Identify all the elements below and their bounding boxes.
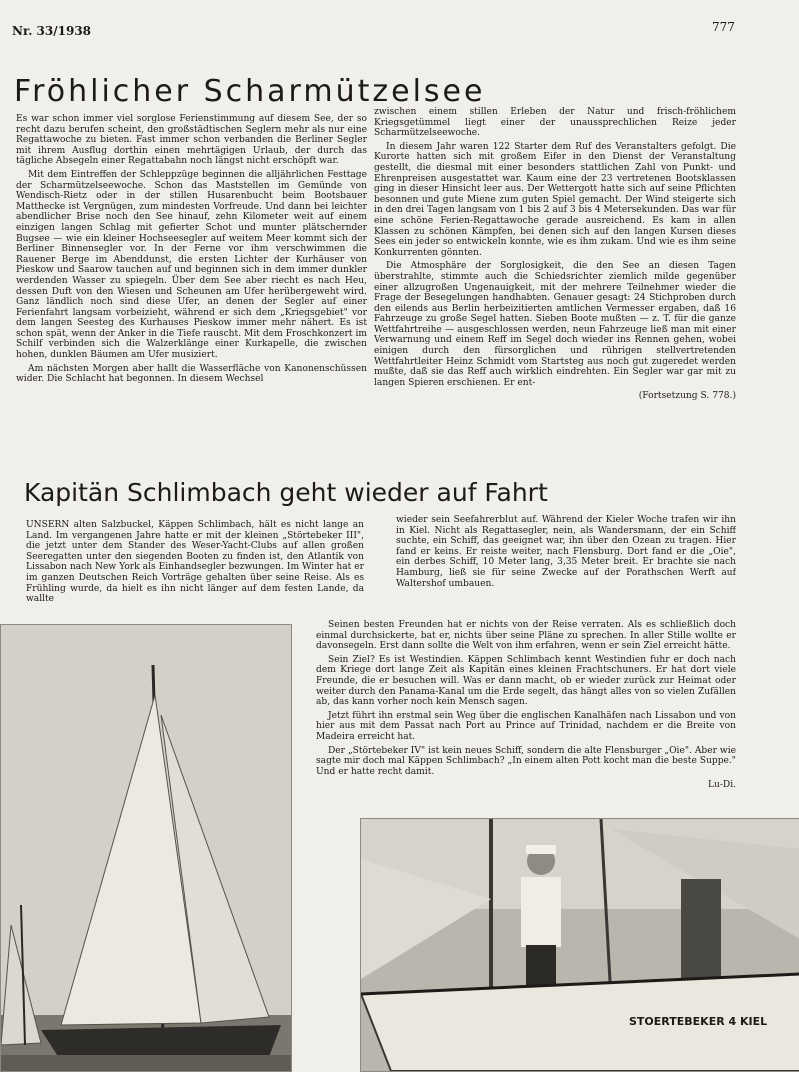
issue-number: Nr. 33/1938	[12, 24, 92, 38]
article2-column-right	[396, 515, 736, 613]
article2-intro: UNSERN alten Salzbuckel, Käppen Schlimbach, hält es nicht lange an Land. Im vergangenen Jahre hatte er mit der kleinen „Störtebeker III", die jetzt unter dem Stander des Weser-Yacht-Clubs auf allen großen Seeregatten unter den siegenden Booten zu finden ist, den Atlantik von Lissabon nach New York als Einhandsegler bezwungen. Im Winter hat er im ganzen Deutschen Reich Vorträge gehalten über seine Reise. Als es Frühling wurde, da hielt es ihn nicht länger auf dem festen Lande, da wallte	[26, 520, 364, 605]
continued-note: (Fortsetzung S. 778.)	[638, 391, 736, 402]
captain-photo	[360, 818, 799, 1072]
article1-paragraph: Mit dem Eintreffen der Schleppzüge beginnen die alljährlichen Festtage der Scharmützelseewoche. Schon das Maststellen im Gemünde von Wendisch-Rietz oder in der stillen Husarenbucht beim Bootsbauer Matthecke ist Vergnügen, zum mindesten Vorfreude. Und dann bei leichter abendlicher Brise noch den See hinauf, zehn Kilometer weit auf einem einzigen langen Schlag mit gefierter Schot und munter plätschernder Bugsee — wie ein kleiner Hochseesegler auf weitem Meer kommt sich der Berliner Binnensegler vor. In der Ferne vor ihm verschwimmen die Rauener Berge im Abenddunst, die ersten Lichter der Kurhäuser von Pieskow und Saarow tauchen auf und beginnen sich in dem immer dunkler werdenden Wasser zu spiegeln. Über dem See aber riecht es nach Heu, dessen Duft von den Wiesen und Scheunen am Ufer herübergeweht wird. Ganz ländlich noch sind diese Ufer, an denen der Segler auf einer Ferienfahrt langsam vorbeizieht, während er sich dem „Kriegsgebiet" vor dem langen Seesteg des Kurhauses Pieskow immer mehr nähert. Es ist schon spät, wenn der Anker in die Tiefe rauscht. Mit dem Froschkonzert im Schilf verbinden sich die Walzerklänge einer Kurkapelle, die zwischen hohen, dunklen Bäumen am Ufer musiziert.	[16, 169, 367, 361]
author-signature: Lu-Di.	[707, 780, 736, 791]
article1-paragraph: Es war schon immer viel sorglose Ferienstimmung auf diesem See, der so recht dazu berufen scheint, den großstädtischen Seglern mehr als nur eine Regattawoche zu bieten. Fast immer schon verbanden die Berliner Segler mit ihrem Ausflug dorthin einen mehrtägigen Urlaub, der durch das tägliche Absegeln einer Regattabahn noch längst nicht erschöpft war.	[16, 114, 367, 167]
article1-paragraph: zwischen einem stillen Erleben der Natur und frisch-fröhlichem Kriegsgetümmel liegt einer der unaussprechlichen Reize jeder Scharmützelseewoche.	[374, 107, 736, 139]
article2-paragraph: Der „Störtebeker IV" ist kein neues Schiff, sondern die alte Flensburger „Oie". Aber wie sagte mir doch mal Käppen Schlimbach? „In einem alten Pott kocht man die beste Suppe." Und er hatte recht damit.	[316, 745, 736, 777]
article2-body	[316, 620, 736, 805]
article2-title: Kapitän Schlimbach geht wieder auf Fahrt	[24, 478, 548, 507]
article1-title: Fröhlicher Scharmützelsee	[14, 74, 486, 109]
sailboat-photo	[0, 624, 292, 1072]
article2-column-left	[26, 520, 364, 616]
boat-hull-lettering: STOERTEBEKER 4 KIEL	[629, 1015, 768, 1028]
article1-column-left	[16, 114, 367, 444]
article1-paragraph: Die Atmosphäre der Sorglosigkeit, die den See an diesen Tagen überstrahlte, stimmte auch die Schiedsrichter ziemlich milde gegenüber einer allzugroßen Ungenauigkeit, mit der mehrere Teilnehmer wieder die Frage der Besegelungen handhabten. Genauer gesagt: 24 Stichproben durch den eilends aus Berlin herbeizitierten amtlichen Vermesser ergaben, daß 16 Fahrzeuge zu große Segel hatten. Sieben Boote mußten — z. T. für die ganze Wettfahrtreihe — ausgeschlossen werden, neun Fahrzeuge ließ man mit einer Verwarnung und einem Reff im Segel doch wieder ins Rennen gehen, wobei einigen durch den fürsorglichen und rührigen stellvertretenden Wettfahrtleiter Heinz Schmidt vom Startsteg aus noch gut zugeredet werden mußte, daß sie das Reff auch wirklich eindrehten. Ein Segler war gar mit zu langen Spieren erschienen. Er ent-	[374, 261, 736, 388]
page-number: 777	[712, 20, 735, 34]
article2-paragraph: Sein Ziel? Es ist Westindien. Käppen Schlimbach kennt Westindien fuhr er doch nach dem Kriege dort lange Zeit als Kapitän eines kleinen Frachtschuners. Er hat dort viele Freunde, die er besuchen will. Was er dann macht, ob er wieder zurück zur Heimat oder weiter durch den Panama-Kanal um die Erde segelt, das hängt alles von so vielen Zufällen ab, das kann vorher noch kein Mensch sagen.	[316, 654, 736, 708]
article2-paragraph: Seinen besten Freunden hat er nichts von der Reise verraten. Als es schließlich doch einmal durchsickerte, bat er, nichts über seine Pläne zu sprechen. In aller Stille wollte er davonsegeln. Erst dann sollte die Welt von ihm erfahren, wenn er sein Ziel erreicht hätte.	[316, 620, 736, 652]
article1-paragraph: Am nächsten Morgen aber hallt die Wasserfläche von Kanonenschüssen wider. Die Schlacht hat begonnen. In diesem Wechsel	[16, 363, 367, 385]
article2-paragraph: Jetzt führt ihn erstmal sein Weg über die englischen Kanalhäfen nach Lissabon und von hier aus mit dem Passat nach Port au Prince auf Trinidad, nachdem er die Breite von Madeira erreicht hat.	[316, 710, 736, 742]
article2-intro-continued: wieder sein Seefahrerblut auf. Während der Kieler Woche trafen wir ihn in Kiel. Nicht als Regattasegler, nein, als Wandersmann, der ein Schiff suchte, ein Schiff, das geeignet war, ihn über den Ozean zu tragen. Hier fand er keins. Er reiste weiter, nach Flensburg. Dort fand er die „Oie", ein derbes Schiff, 10 Meter lang, 3,35 Meter breit. Er brachte sie nach Hamburg, ließ sie für seine Zwecke auf der Porathschen Werft auf Waltershof umbauen.	[396, 515, 736, 589]
article1-paragraph: In diesem Jahr waren 122 Starter dem Ruf des Veranstalters gefolgt. Die Kurorte hatten sich mit großem Eifer in den Dienst der Veranstaltung gestellt, die diesmal mit einer besonders stattlichen Zahl von Punkt- und Ehrenpreisen ausgestattet war. Kaum eine der 23 vertretenen Bootsklassen ging in dieser Hinsicht leer aus. Der Wettergott hatte sich auf seine Pflichten besonnen und gute Miene zum guten Spiel gemacht. Der Wind steigerte sich in den drei Tagen langsam von 1 bis 2 auf 3 bis 4 Metersekunden. Das war für eine schöne Ferien-Regattawoche gerade ausreichend. Es kam in allen Klassen zu schönen Kämpfen, bei denen sich auf den langen Kursen dieses Sees ein jeder so entwickeln konnte, wie es ihm zukam. Und wie es ihm seine Konkurrenten gönnten.	[374, 141, 736, 258]
article1-column-right	[374, 107, 736, 444]
